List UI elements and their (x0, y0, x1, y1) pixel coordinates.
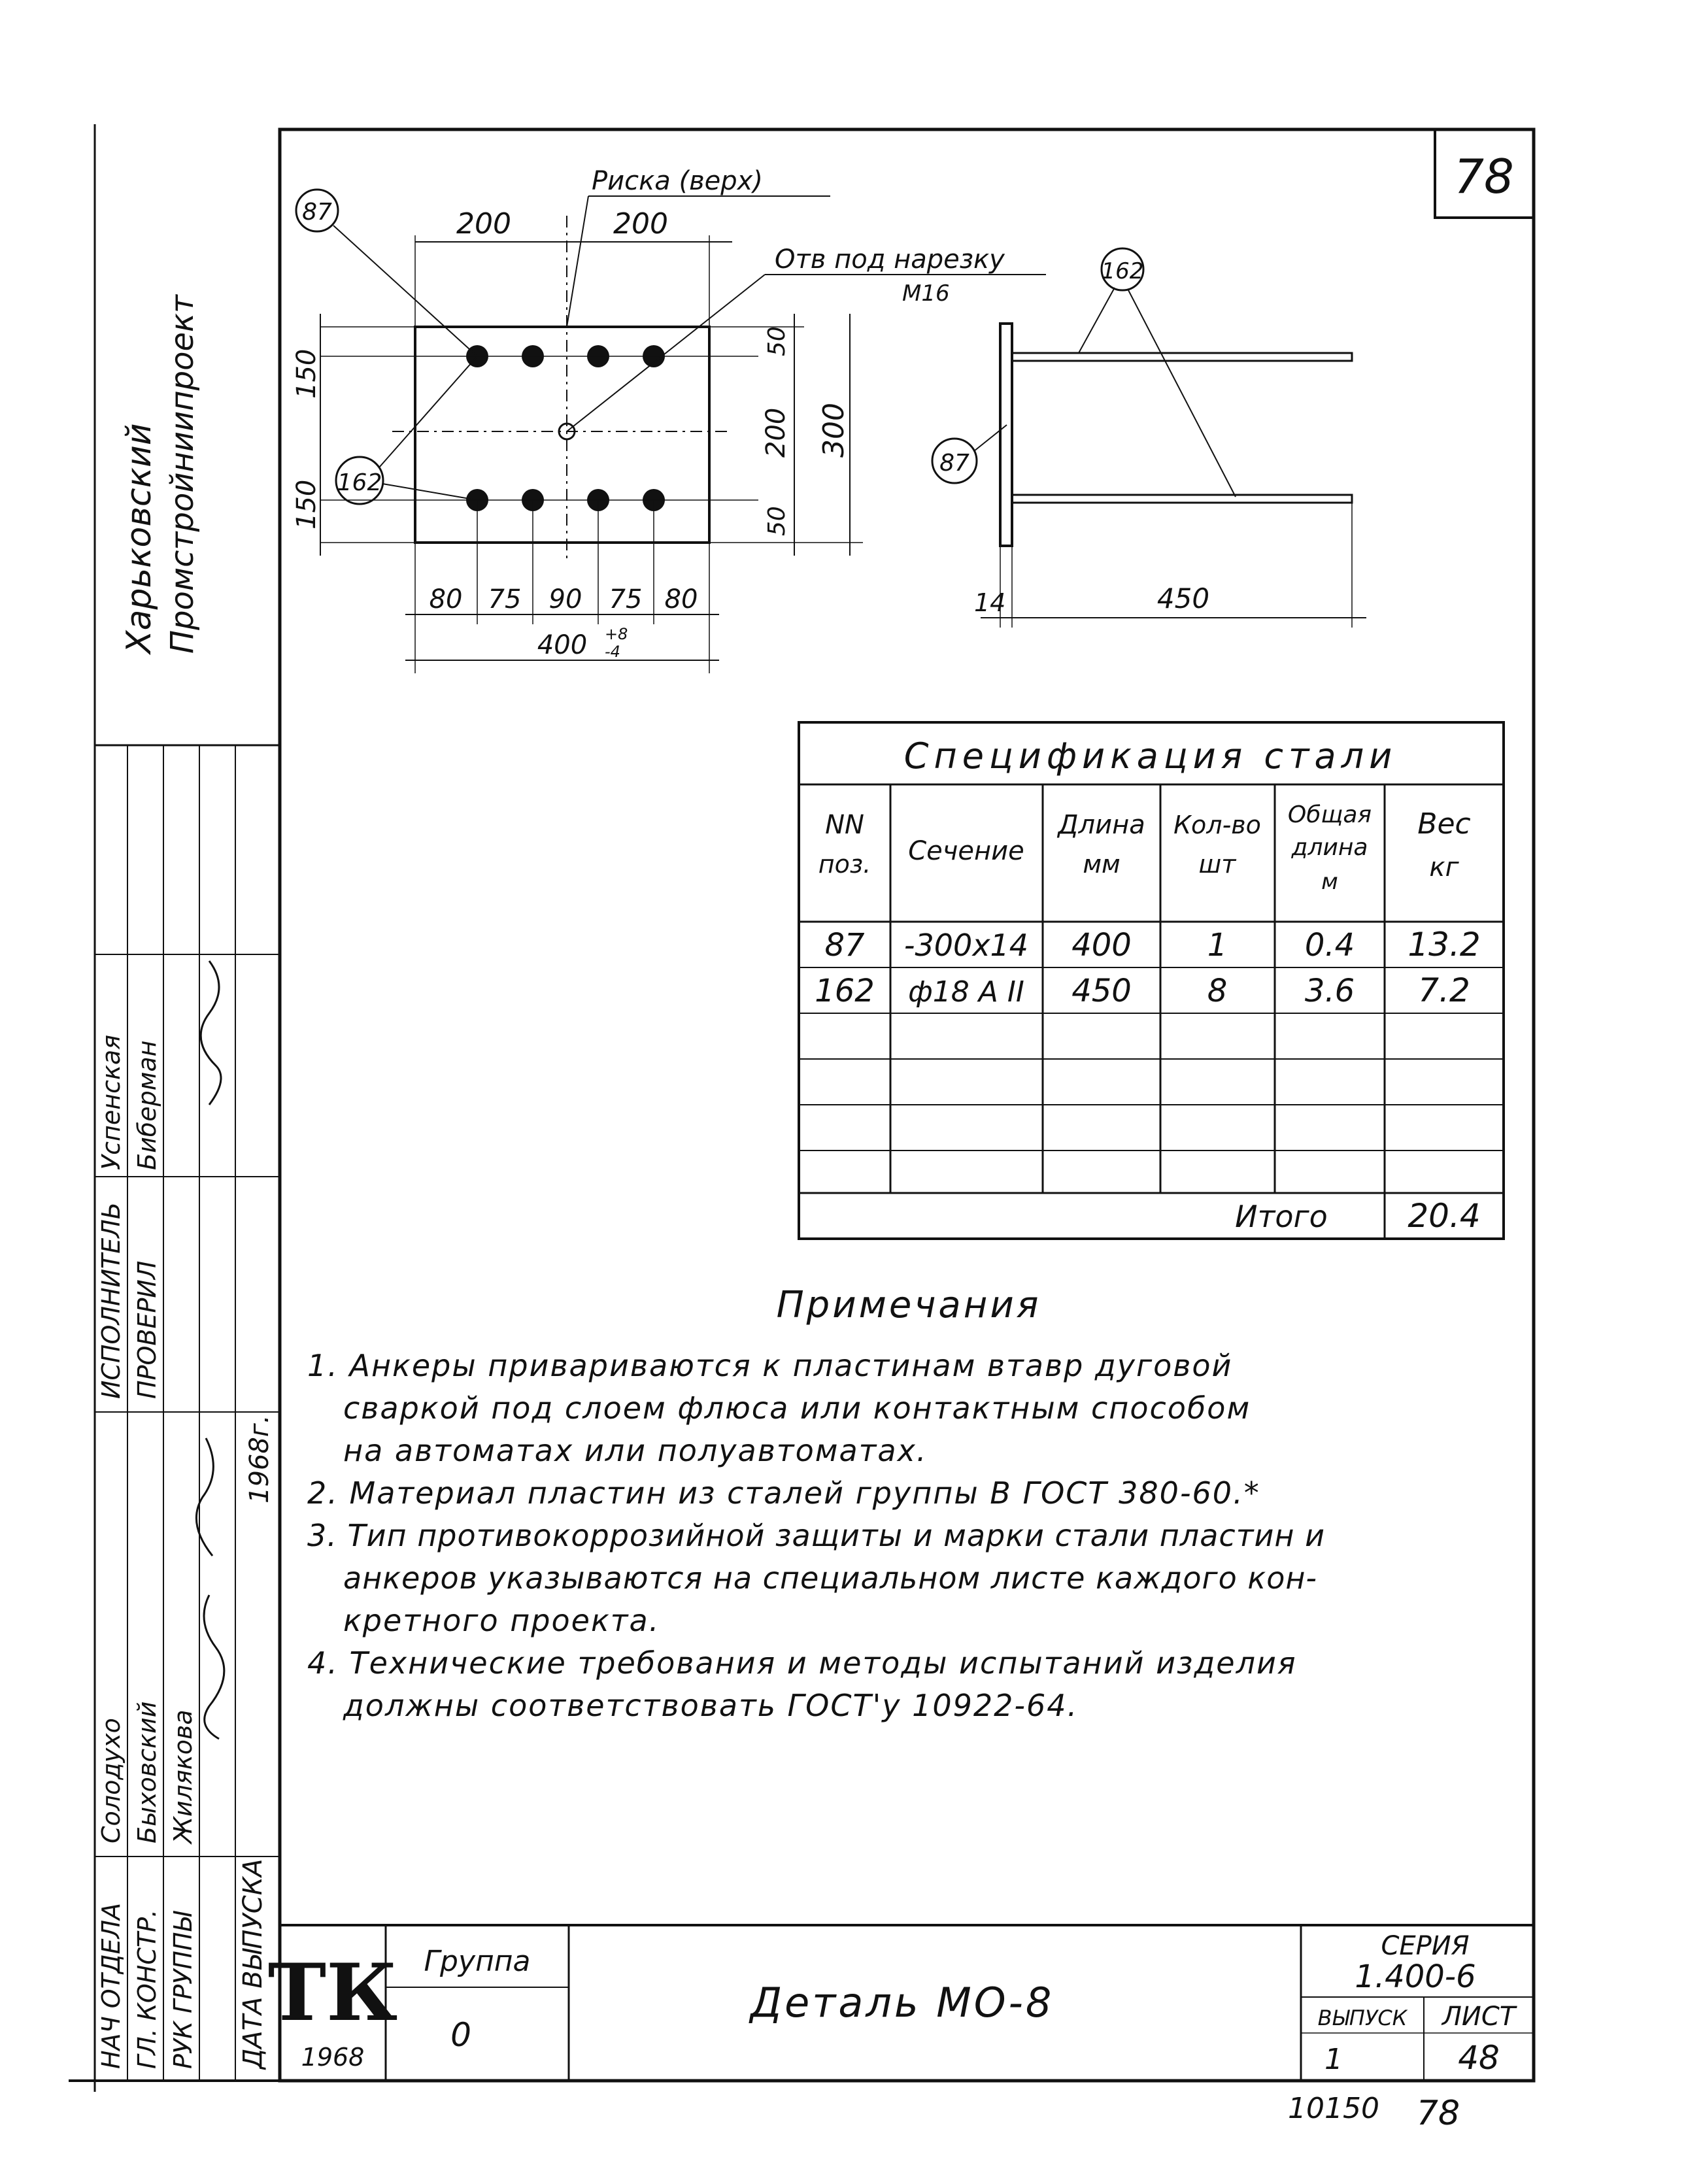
series-value: 1.400-6 (1355, 1958, 1476, 1995)
note-line: анкеров указываются на специальном листе каждого кон- (343, 1560, 1318, 1596)
role-head-dept: НАЧ ОТДЕЛА (97, 1902, 126, 2069)
pos-87-label: 87 (302, 199, 332, 226)
dim-80-b: 80 (664, 584, 698, 614)
label-m16: М16 (902, 280, 950, 307)
cell-length: 450 (1071, 973, 1132, 1009)
role-chief-designer: ГЛ. КОНСТР. (133, 1909, 161, 2069)
release-year: 1968г. (244, 1415, 275, 1504)
tolerance-plus: +8 (605, 625, 628, 643)
signature-lead (204, 1595, 224, 1739)
header-pos-1: NN (825, 810, 864, 840)
issue-label: ВЫПУСК (1317, 2006, 1408, 2030)
table-row (815, 971, 1470, 1009)
detail-title: Деталь МО-8 (750, 1979, 1054, 2026)
cell-section: -300x14 (903, 928, 1029, 963)
label-riska: Риска (верх) (592, 166, 763, 196)
header-qty-2: шт (1198, 850, 1236, 879)
plate-outline (415, 327, 709, 543)
side-stamp (95, 294, 280, 2081)
cell-total-length: 0.4 (1304, 927, 1355, 964)
series-label: СЕРИЯ (1381, 1931, 1470, 1961)
note-line: 2. Материал пластин из сталей группы В ГОСТ 380-60.* (307, 1475, 1260, 1511)
header-qty-1: Кол-во (1173, 811, 1261, 839)
note-line: сваркой под слоем флюса или контактным способом (343, 1390, 1251, 1426)
cell-qty: 1 (1207, 927, 1228, 964)
note-line: 3. Тип противокоррозийной защиты и марки стали пластин и (307, 1518, 1325, 1553)
cell-qty: 8 (1207, 973, 1228, 1009)
tolerance-minus: -4 (605, 643, 620, 661)
anchor-bar (1012, 353, 1352, 361)
page-number: 78 (1454, 149, 1514, 204)
table-row (824, 926, 1480, 964)
plan-view (292, 166, 1046, 673)
note-line: должны соответствовать ГОСТ'у 10922-64. (343, 1688, 1079, 1723)
header-length-2: мм (1083, 850, 1121, 879)
cell-weight: 7.2 (1418, 971, 1470, 1009)
sheet-label: ЛИСТ (1442, 2002, 1516, 2032)
title-block (268, 1925, 1534, 2081)
total-label: Итого (1235, 1199, 1328, 1234)
role-group-lead: РУК ГРУППЫ (169, 1911, 197, 2069)
dim-90: 90 (548, 584, 582, 614)
dim-150-top: 150 (292, 348, 322, 399)
notes-title: Примечания (776, 1284, 1041, 1326)
logo-year: 1968 (301, 2043, 365, 2072)
group-label: Группа (424, 1945, 531, 1978)
side-view (932, 248, 1366, 628)
tk-logo: ТК (267, 1947, 398, 2039)
cell-section: ф18 А II (908, 975, 1024, 1009)
header-pos-2: поз. (818, 850, 871, 879)
dim-400: 400 (537, 630, 588, 660)
dim-50-top: 50 (764, 326, 790, 356)
header-total-length-2: длина (1291, 834, 1368, 861)
dim-75-b: 75 (609, 584, 643, 614)
name-executor: Успенская (97, 1034, 126, 1170)
anchor-holes (466, 345, 665, 511)
cell-pos: 162 (815, 973, 875, 1009)
org-name-line1: Харьковский (120, 423, 159, 654)
signature-executor (201, 961, 221, 1105)
notes (307, 1284, 1325, 1723)
org-name-line2: Промстройниипроект (164, 295, 201, 654)
total-value: 20.4 (1408, 1197, 1481, 1235)
dim-450: 450 (1156, 582, 1210, 614)
cell-total-length: 3.6 (1304, 973, 1355, 1009)
name-checker: Биберман (133, 1040, 161, 1170)
release-date-label: ДАТА ВЫПУСКА (238, 1858, 268, 2069)
spec-table (799, 722, 1504, 1239)
anchor-bar (1012, 495, 1352, 503)
plate-section (1000, 324, 1012, 546)
cell-pos: 87 (824, 927, 865, 964)
note-line: кретного проекта. (343, 1603, 660, 1638)
label-hole: Отв под нарезку (775, 244, 1005, 275)
issue-value: 1 (1324, 2043, 1343, 2076)
dim-200-left: 200 (456, 207, 511, 241)
name-group-lead: Жилякова (169, 1709, 197, 1843)
group-value: 0 (450, 2016, 471, 2054)
dim-80-a: 80 (429, 584, 463, 614)
dim-75-a: 75 (488, 584, 522, 614)
dim-14: 14 (974, 588, 1006, 617)
note-line: на автоматах или полуавтоматах. (343, 1433, 928, 1468)
pos-162-label: 162 (337, 469, 382, 496)
side-pos-162-label: 162 (1101, 258, 1144, 284)
sheet-frame (69, 124, 1534, 2092)
dim-200-right: 200 (613, 207, 668, 241)
role-checker: ПРОВЕРИЛ (133, 1260, 161, 1399)
note-line: 4. Технические требования и методы испытаний изделия (307, 1645, 1297, 1681)
name-chief-designer: Быховский (133, 1701, 161, 1843)
side-pos-87-label: 87 (939, 450, 970, 477)
header-weight-2: кг (1429, 852, 1459, 882)
dim-150-bot: 150 (292, 479, 322, 529)
header-total-length-3: м (1321, 869, 1338, 895)
note-line: 1. Анкеры привариваются к пластинам втавр дуговой (307, 1348, 1233, 1383)
header-section: Сечение (908, 836, 1024, 866)
dim-200-mid: 200 (761, 407, 791, 458)
cell-weight: 13.2 (1408, 926, 1481, 964)
header-length-1: Длина (1058, 810, 1145, 840)
dim-50-bot: 50 (764, 506, 790, 536)
sheet-value: 48 (1458, 2039, 1500, 2077)
bottom-code: 10150 (1288, 2092, 1379, 2125)
header-total-length-1: Общая (1287, 801, 1372, 828)
name-head-dept: Солодухо (97, 1718, 126, 1843)
cell-length: 400 (1071, 927, 1132, 964)
bottom-page: 78 (1416, 2094, 1460, 2133)
dim-300: 300 (817, 403, 851, 458)
role-executor: ИСПОЛНИТЕЛЬ (97, 1202, 126, 1399)
spec-title: Спецификация стали (903, 735, 1398, 777)
header-weight-1: Вес (1417, 807, 1471, 841)
